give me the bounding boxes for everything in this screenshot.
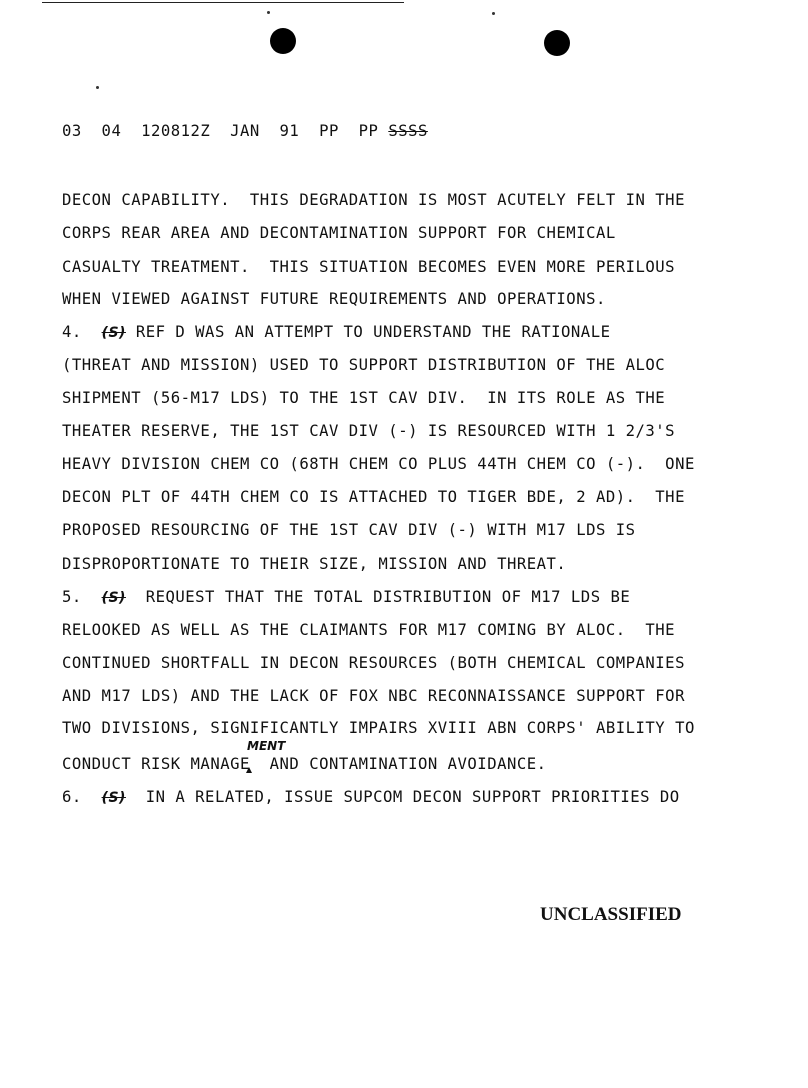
text-line: TWO DIVISIONS, SIGNIFICANTLY IMPAIRS XVIII ABN CORPS' ABILITY TO: [62, 719, 695, 737]
punch-hole-left: [270, 28, 296, 54]
insertion-caret-icon: [246, 767, 252, 773]
paragraph-6-start: [62, 788, 680, 806]
handwritten-insertion: MENT: [247, 739, 286, 753]
struck-marking: (S): [101, 325, 126, 341]
para-text: REF D WAS AN ATTEMPT TO UNDERSTAND THE RATIONALE: [125, 323, 611, 341]
para-number: 4.: [62, 323, 102, 341]
text-line: PROPOSED RESOURCING OF THE 1ST CAV DIV (-) WITH M17 LDS IS: [62, 521, 636, 539]
text-line: RELOOKED AS WELL AS THE CLAIMANTS FOR M17 COMING BY ALOC. THE: [62, 621, 676, 639]
paragraph-5-start: [62, 588, 630, 606]
para-number: 6.: [62, 788, 102, 806]
struck-classification: SSSS: [388, 122, 428, 140]
text-line: THEATER RESERVE, THE 1ST CAV DIV (-) IS RESOURCED WITH 1 2/3'S: [62, 422, 676, 440]
text-line: DECON PLT OF 44TH CHEM CO IS ATTACHED TO TIGER BDE, 2 AD). THE: [62, 488, 685, 506]
text-line: AND M17 LDS) AND THE LACK OF FOX NBC RECONNAISSANCE SUPPORT FOR: [62, 687, 685, 705]
text-line: CONTINUED SHORTFALL IN DECON RESOURCES (BOTH CHEMICAL COMPANIES: [62, 654, 685, 672]
text-line: SHIPMENT (56-M17 LDS) TO THE 1ST CAV DIV. IN ITS ROLE AS THE: [62, 389, 666, 407]
para-number: 5.: [62, 588, 102, 606]
paragraph-4-start: [62, 323, 610, 341]
text-line: CASUALTY TREATMENT. THIS SITUATION BECOMES EVEN MORE PERILOUS: [62, 258, 676, 276]
text-line: (THREAT AND MISSION) USED TO SUPPORT DISTRIBUTION OF THE ALOC: [62, 356, 666, 374]
top-rule: [42, 2, 404, 3]
header-text: 03 04 120812Z JAN 91 PP PP: [62, 122, 389, 140]
struck-marking: (S): [101, 790, 126, 806]
speck: [492, 12, 495, 15]
text-line: DISPROPORTIONATE TO THEIR SIZE, MISSION AND THREAT.: [62, 555, 567, 573]
classification-label: UNCLASSIFIED: [540, 904, 682, 925]
speck: [96, 86, 99, 89]
para-text: IN A RELATED, ISSUE SUPCOM DECON SUPPORT PRIORITIES DO: [125, 788, 680, 806]
para-text: REQUEST THAT THE TOTAL DISTRIBUTION OF M17 LDS BE: [125, 588, 631, 606]
punch-hole-right: [544, 30, 570, 56]
text-line: DECON CAPABILITY. THIS DEGRADATION IS MOST ACUTELY FELT IN THE: [62, 191, 685, 209]
message-header: [62, 122, 428, 140]
text-line: HEAVY DIVISION CHEM CO (68TH CHEM CO PLUS 44TH CHEM CO (-). ONE: [62, 455, 695, 473]
speck: [267, 11, 270, 14]
text-line: WHEN VIEWED AGAINST FUTURE REQUIREMENTS AND OPERATIONS.: [62, 290, 606, 308]
text-line: CORPS REAR AREA AND DECONTAMINATION SUPPORT FOR CHEMICAL: [62, 224, 616, 242]
struck-marking: (S): [101, 590, 126, 606]
text-line: CONDUCT RISK MANAGE AND CONTAMINATION AVOIDANCE.: [62, 755, 547, 773]
